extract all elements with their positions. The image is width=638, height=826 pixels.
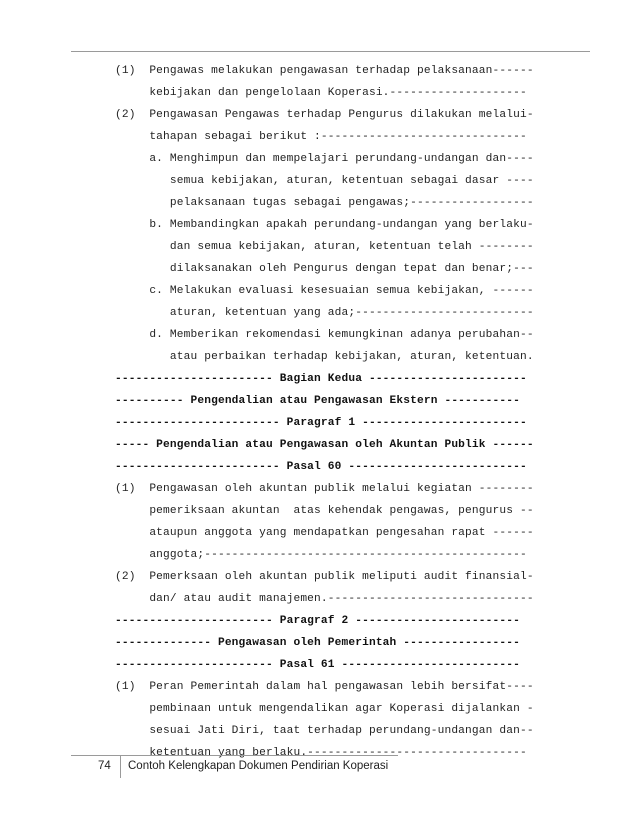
section-heading: ------------------------ Paragraf 1 ------------------------ — [115, 417, 527, 429]
text-line: (1) Pengawas melakukan pengawasan terhadap pelaksanaan------ — [115, 65, 534, 77]
top-rule — [71, 51, 590, 52]
text-line: kebijakan dan pengelolaan Koperasi.-------------------- — [115, 87, 527, 99]
text-line: (1) Peran Pemerintah dalam hal pengawasan lebih bersifat---- — [115, 681, 534, 693]
text-line: (2) Pengawasan Pengawas terhadap Pengurus dilakukan melalui- — [115, 109, 534, 121]
text-line: ketentuan yang berlaku.-------------------------------- — [115, 747, 527, 759]
text-line: sesuai Jati Diri, taat terhadap perundang-undangan dan-- — [115, 725, 534, 737]
footer-title: Contoh Kelengkapan Dokumen Pendirian Koperasi — [128, 760, 389, 772]
text-line: dan semua kebijakan, aturan, ketentuan telah -------- — [115, 241, 534, 253]
page-number: 74 — [98, 760, 111, 772]
text-line: pembinaan untuk mengendalikan agar Koperasi dijalankan - — [115, 703, 534, 715]
section-heading: ---------- Pengendalian atau Pengawasan Ekstern ----------- — [115, 395, 520, 407]
text-line: semua kebijakan, aturan, ketentuan sebagai dasar ---- — [115, 175, 534, 187]
text-line: aturan, ketentuan yang ada;-------------------------- — [115, 307, 534, 319]
text-line: b. Membandingkan apakah perundang-undangan yang berlaku- — [115, 219, 534, 231]
section-heading: ----------------------- Pasal 61 -------------------------- — [115, 659, 520, 671]
text-line: a. Menghimpun dan mempelajari perundang-undangan dan---- — [115, 153, 534, 165]
text-line: dan/ atau audit manajemen.------------------------------ — [115, 593, 534, 605]
text-line: pemeriksaan akuntan atas kehendak pengawas, pengurus -- — [115, 505, 534, 517]
text-line: tahapan sebagai berikut :------------------------------ — [115, 131, 527, 143]
text-line: ataupun anggota yang mendapatkan pengesahan rapat ------ — [115, 527, 534, 539]
text-line: c. Melakukan evaluasi kesesuaian semua kebijakan, ------ — [115, 285, 534, 297]
section-heading: ----------------------- Paragraf 2 ------------------------ — [115, 615, 520, 627]
section-heading: -------------- Pengawasan oleh Pemerintah ----------------- — [115, 637, 520, 649]
text-line: dilaksanakan oleh Pengurus dengan tepat dan benar;--- — [115, 263, 534, 275]
text-line: (1) Pengawasan oleh akuntan publik melalui kegiatan -------- — [115, 483, 534, 495]
section-heading: ----------------------- Bagian Kedua ----------------------- — [115, 373, 527, 385]
text-line: pelaksanaan tugas sebagai pengawas;------------------ — [115, 197, 534, 209]
text-line: atau perbaikan terhadap kebijakan, aturan, ketentuan. — [115, 351, 534, 363]
text-line: (2) Pemerksaan oleh akuntan publik meliputi audit finansial- — [115, 571, 534, 583]
section-heading: ------------------------ Pasal 60 -------------------------- — [115, 461, 527, 473]
text-line: d. Memberikan rekomendasi kemungkinan adanya perubahan-- — [115, 329, 534, 341]
section-heading: ----- Pengendalian atau Pengawasan oleh Akuntan Publik ------ — [115, 439, 534, 451]
text-line: anggota;----------------------------------------------- — [115, 549, 527, 561]
footer-separator — [120, 756, 121, 778]
